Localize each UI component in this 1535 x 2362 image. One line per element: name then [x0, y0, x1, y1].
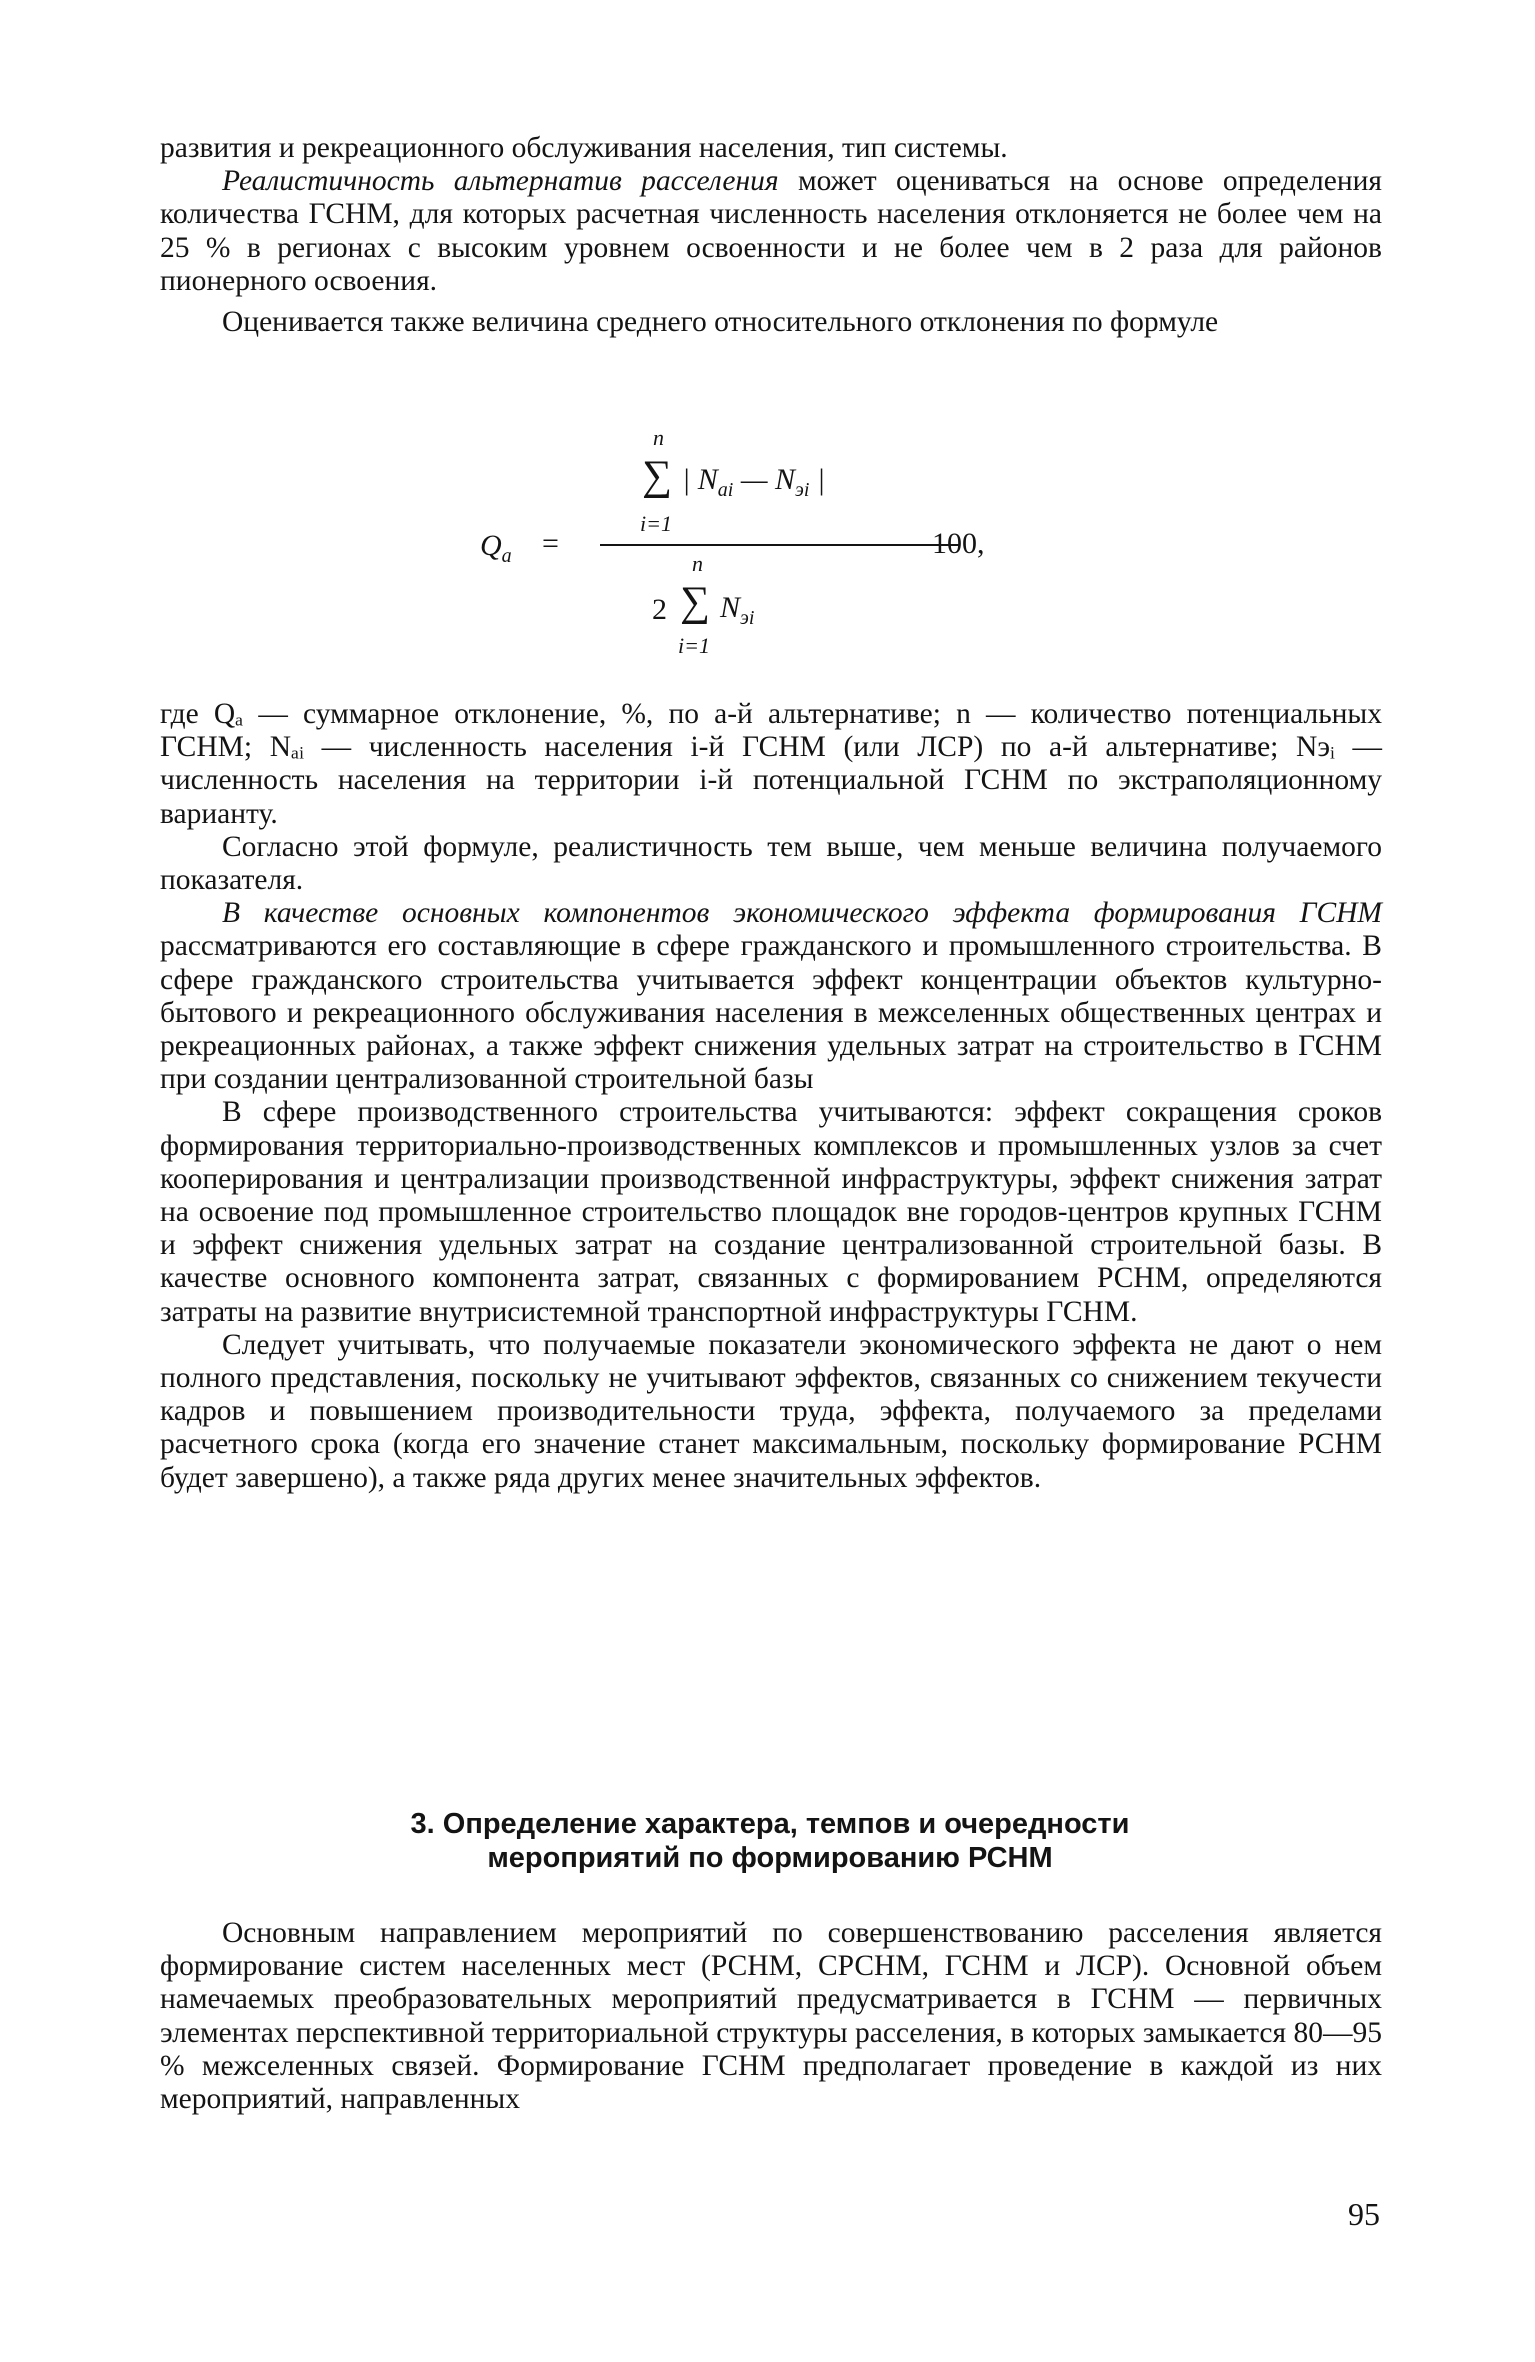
numerator-sum-sign: ∑	[642, 453, 672, 499]
section-heading	[250, 1807, 1290, 1875]
text-block-middle	[160, 698, 1382, 1495]
fraction-bar	[600, 544, 960, 546]
denominator-coefficient: 2	[652, 593, 667, 626]
paragraph-economic-effect	[160, 897, 1382, 1096]
text-block-bottom	[160, 1917, 1382, 2116]
numerator-sum-lower: i=1	[640, 511, 672, 536]
numerator-expression: | $N_{ai}$ — $N_{эi}$ |	[682, 463, 826, 501]
formula-equals: =	[542, 527, 559, 560]
denominator-sum-sign: ∑	[680, 579, 710, 625]
denominator-expression: $N_{эi}$	[720, 591, 755, 629]
paragraph-conclusion: Согласно этой формуле, реалистичность тем выше, чем меньше величина получаемого показателя.	[160, 830, 1382, 897]
page-number: 95	[1348, 2196, 1380, 2232]
numerator-sum-upper: n	[653, 425, 664, 450]
paragraph-main-direction: Основным направлением мероприятий по совершенствованию расселения является формирование систем населенных мест (РСНМ, СРСНМ, ГСНМ и ЛСР). Основной объем намечаемых преобразовательных мероприятий предусматривается в ГСНМ — первичных элементах перспективной территориальной структуры расселения, в которых замыкается 80—95 % межселенных связей. Формирование ГСНМ предполагает проведение в каждой из них мероприятий, направленных	[160, 1917, 1382, 2116]
paragraph-formula-intro: Оценивается также величина среднего относительного отклонения по формуле	[222, 306, 1219, 339]
paragraph-legend: где Qₐ — суммарное отклонение, %, по a-й альтернативе; n — количество потенциальных ГСНМ; Nₐᵢ — численность населения i-й ГСНМ (или ЛСР) по a-й альтернативе; Nэᵢ — численность населения на территории i-й потенциальной ГСНМ по экстраполяционному варианту.	[160, 698, 1382, 830]
paragraph-continuation: развития и рекреационного обслуживания населения, тип системы.	[160, 132, 1008, 164]
section-heading-line-1: 3. Определение характера, темпов и очередности	[410, 1808, 1130, 1840]
paragraph-body: может оцениваться на основе определения количества ГСНМ, для которых расчетная численность населения отклоняется не более чем на 25 % в регионах с высоким уровнем освоенности и не более чем в 2 раза для районов пионерного освоения.	[160, 165, 1382, 297]
paragraph-note: Следует учитывать, что получаемые показатели экономического эффекта не дают о нем полного представления, поскольку не учитывают эффектов, связанных со снижением текучести кадров и повышением производительности труда, эффекта, получаемого за пределами расчетного срока (когда его значение станет максимальным, поскольку формирование РСНМ будет завершено), а также ряда других менее значительных эффектов.	[160, 1328, 1382, 1494]
formula-block	[480, 425, 1040, 665]
italic-lead: Реалистичность альтернатив расселения	[222, 165, 779, 198]
denominator-sum-lower: i=1	[678, 633, 710, 658]
paragraph-realism	[160, 165, 1382, 298]
paragraph-body: рассматриваются его составляющие в сфере гражданского и промышленного строительства. В сфере гражданского строительства учитывается эффект концентрации объектов культурно-бытового и рекреационного обслуживания населения в межселенных общественных центрах и рекреационных районах, а также эффект снижения удельных затрат на строительство в ГСНМ при создании централизованной строительной базы	[160, 930, 1382, 1096]
italic-lead: В качестве основных компонентов экономического эффекта формирования ГСНМ	[222, 897, 1382, 930]
denominator-sum-upper: n	[692, 551, 703, 576]
text-block-top	[160, 132, 1382, 339]
paragraph-industrial: В сфере производственного строительства учитываются: эффект сокращения сроков формирования территориально-производственных комплексов и промышленных узлов за счет кооперирования и централизации производственной инфраструктуры, эффект снижения затрат на освоение под промышленное строительство площадок вне городов-центров крупных ГСНМ и эффект снижения удельных затрат на создание централизованной строительной базы. В качестве основного компонента затрат, связанных с формированием РСНМ, определяются затраты на развитие внутрисистемной транспортной инфраструктуры ГСНМ.	[160, 1096, 1382, 1328]
formula-factor: 100,	[932, 527, 985, 560]
formula-lhs: $Q_a$	[480, 529, 512, 567]
section-heading-line-2: мероприятий по формированию РСНМ	[487, 1842, 1053, 1874]
